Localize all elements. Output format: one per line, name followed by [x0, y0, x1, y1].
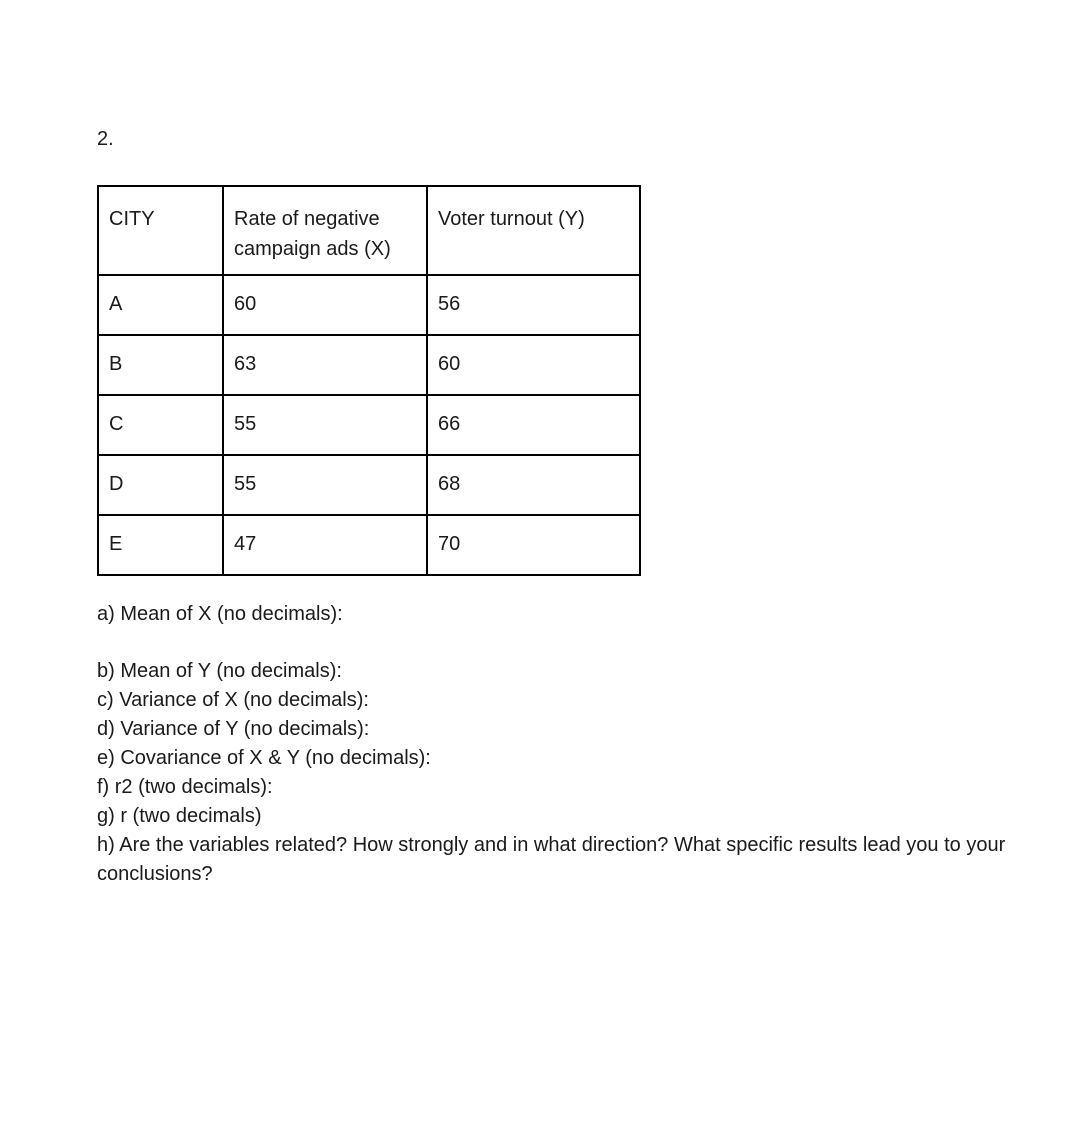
data-table: [97, 185, 641, 576]
header-y: Voter turnout (Y): [427, 186, 640, 275]
cell-city: C: [98, 395, 223, 455]
cell-x: 55: [223, 455, 427, 515]
cell-city: B: [98, 335, 223, 395]
cell-city: E: [98, 515, 223, 575]
question-d: d) Variance of Y (no decimals):: [97, 718, 370, 740]
cell-city: A: [98, 275, 223, 335]
cell-y: 56: [427, 275, 640, 335]
question-b: b) Mean of Y (no decimals):: [97, 660, 342, 682]
table-row: [98, 455, 640, 515]
question-h: h) Are the variables related? How strongly and in what direction? What specific results lead you to your conclusions?: [97, 834, 1006, 885]
question-number: 2.: [97, 128, 114, 150]
table-row: [98, 275, 640, 335]
header-city: CITY: [98, 186, 223, 275]
cell-y: 70: [427, 515, 640, 575]
cell-x: 55: [223, 395, 427, 455]
question-list: [97, 600, 1037, 889]
table-row: [98, 395, 640, 455]
cell-x: 63: [223, 335, 427, 395]
question-c: c) Variance of X (no decimals):: [97, 689, 369, 711]
question-a: a) Mean of X (no decimals):: [97, 603, 343, 625]
question-f: f) r2 (two decimals):: [97, 776, 273, 798]
cell-city: D: [98, 455, 223, 515]
cell-y: 60: [427, 335, 640, 395]
question-g: g) r (two decimals): [97, 805, 262, 827]
table-header-row: [98, 186, 640, 275]
cell-x: 60: [223, 275, 427, 335]
header-x: Rate of negative campaign ads (X): [223, 186, 427, 275]
cell-y: 66: [427, 395, 640, 455]
cell-x: 47: [223, 515, 427, 575]
table-row: [98, 515, 640, 575]
cell-y: 68: [427, 455, 640, 515]
question-e: e) Covariance of X & Y (no decimals):: [97, 747, 431, 769]
table-row: [98, 335, 640, 395]
